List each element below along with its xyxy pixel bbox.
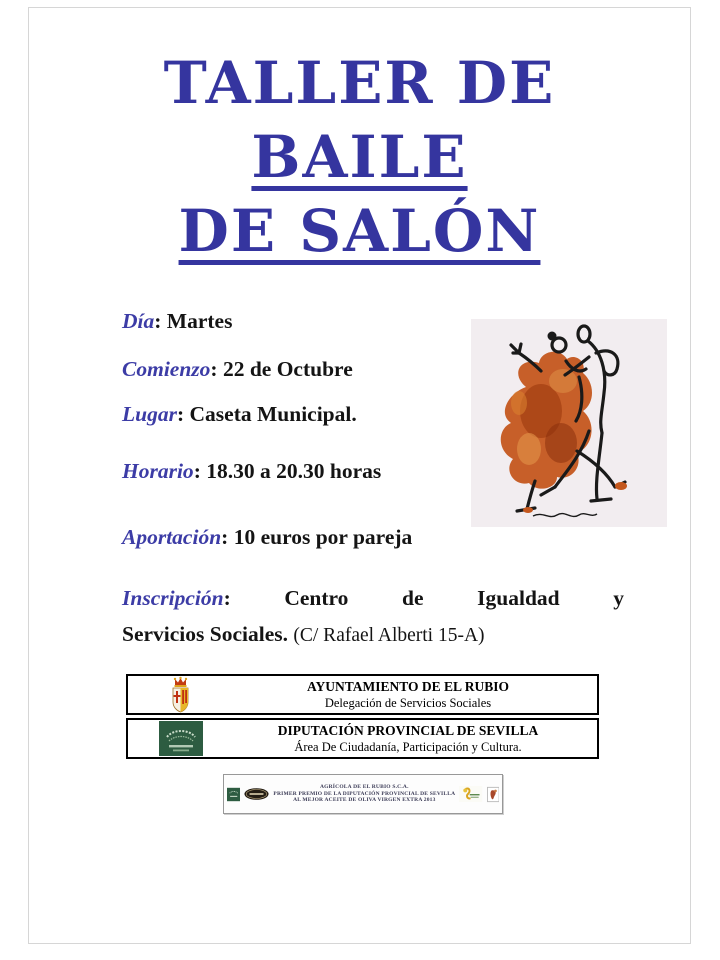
- inscription-label: Inscripción: [122, 586, 224, 610]
- detail-label: Horario: [122, 459, 194, 483]
- table-row-ayuntamiento: [126, 674, 599, 715]
- inscription-address-note: (C/ Rafael Alberti 15-A): [293, 625, 485, 646]
- el-rubio-coat-of-arms-icon: [128, 676, 233, 713]
- org-dept: Área De Ciudadanía, Participación y Cultura.: [294, 740, 522, 754]
- detail-label: Aportación: [122, 525, 222, 549]
- award-text: AGRÍCOLA DE EL RUBIO S.C.A. PRIMER PREMIO DE LA DIPUTACIÓN PROVINCIAL DE SEVILLA AL MEJOR ACEITE DE OLIVA VIRGEN EXTRA 2013: [273, 784, 456, 804]
- detail-row-aportacion: Aportación: 10 euros por pareja: [122, 525, 413, 549]
- detail-value: 18.30 a 20.30 horas: [206, 459, 382, 483]
- quality-seal-logo-icon: [487, 786, 500, 803]
- table-row-diputacion: [126, 718, 599, 759]
- detail-row-lugar: Lugar: Caseta Municipal.: [122, 402, 357, 426]
- olive-award-logo-icon: [459, 785, 482, 803]
- detail-value: 22 de Octubre: [222, 357, 353, 381]
- org-name: DIPUTACIÓN PROVINCIAL DE SEVILLA: [277, 723, 539, 738]
- title-line-1: TALLER DE: [163, 49, 556, 117]
- detail-label: Día: [122, 309, 155, 333]
- dancing-couple-illustration: [471, 319, 667, 527]
- diputacion-sevilla-small-logo-icon: [227, 787, 240, 802]
- detail-value: Martes: [166, 309, 233, 333]
- detail-label: Comienzo: [122, 357, 211, 381]
- diputacion-de-sevilla-logo-icon: [128, 720, 233, 757]
- olive-oil-award-strip: [223, 774, 503, 814]
- oleoestepa-oval-logo-icon: [244, 787, 269, 801]
- inscription-line-2: Servicios Sociales. (C/ Rafael Alberti 15-A): [122, 622, 485, 646]
- detail-row-horario: Horario: 18.30 a 20.30 horas: [122, 459, 382, 483]
- title-line-2: BAILE: [251, 123, 468, 191]
- institutions-table: [126, 674, 599, 762]
- detail-value: 10 euros por pareja: [233, 525, 413, 549]
- title-line-3: DE SALÓN: [178, 197, 541, 265]
- detail-row-dia: Día: Martes: [122, 309, 233, 333]
- detail-row-comienzo: Comienzo: 22 de Octubre: [122, 357, 353, 381]
- org-dept: Delegación de Servicios Sociales: [324, 696, 492, 710]
- page-title: [29, 46, 690, 268]
- inscription-paragraph: [122, 586, 624, 647]
- detail-value: Caseta Municipal.: [189, 402, 357, 426]
- org-name: AYUNTAMIENTO DE EL RUBIO: [307, 679, 509, 694]
- inscription-line-1: Inscripción: Centro de Igualdad y: [122, 586, 624, 610]
- tango-dancers-sketch-icon: [471, 319, 667, 527]
- flyer-page: [28, 7, 691, 944]
- detail-label: Lugar: [122, 402, 177, 426]
